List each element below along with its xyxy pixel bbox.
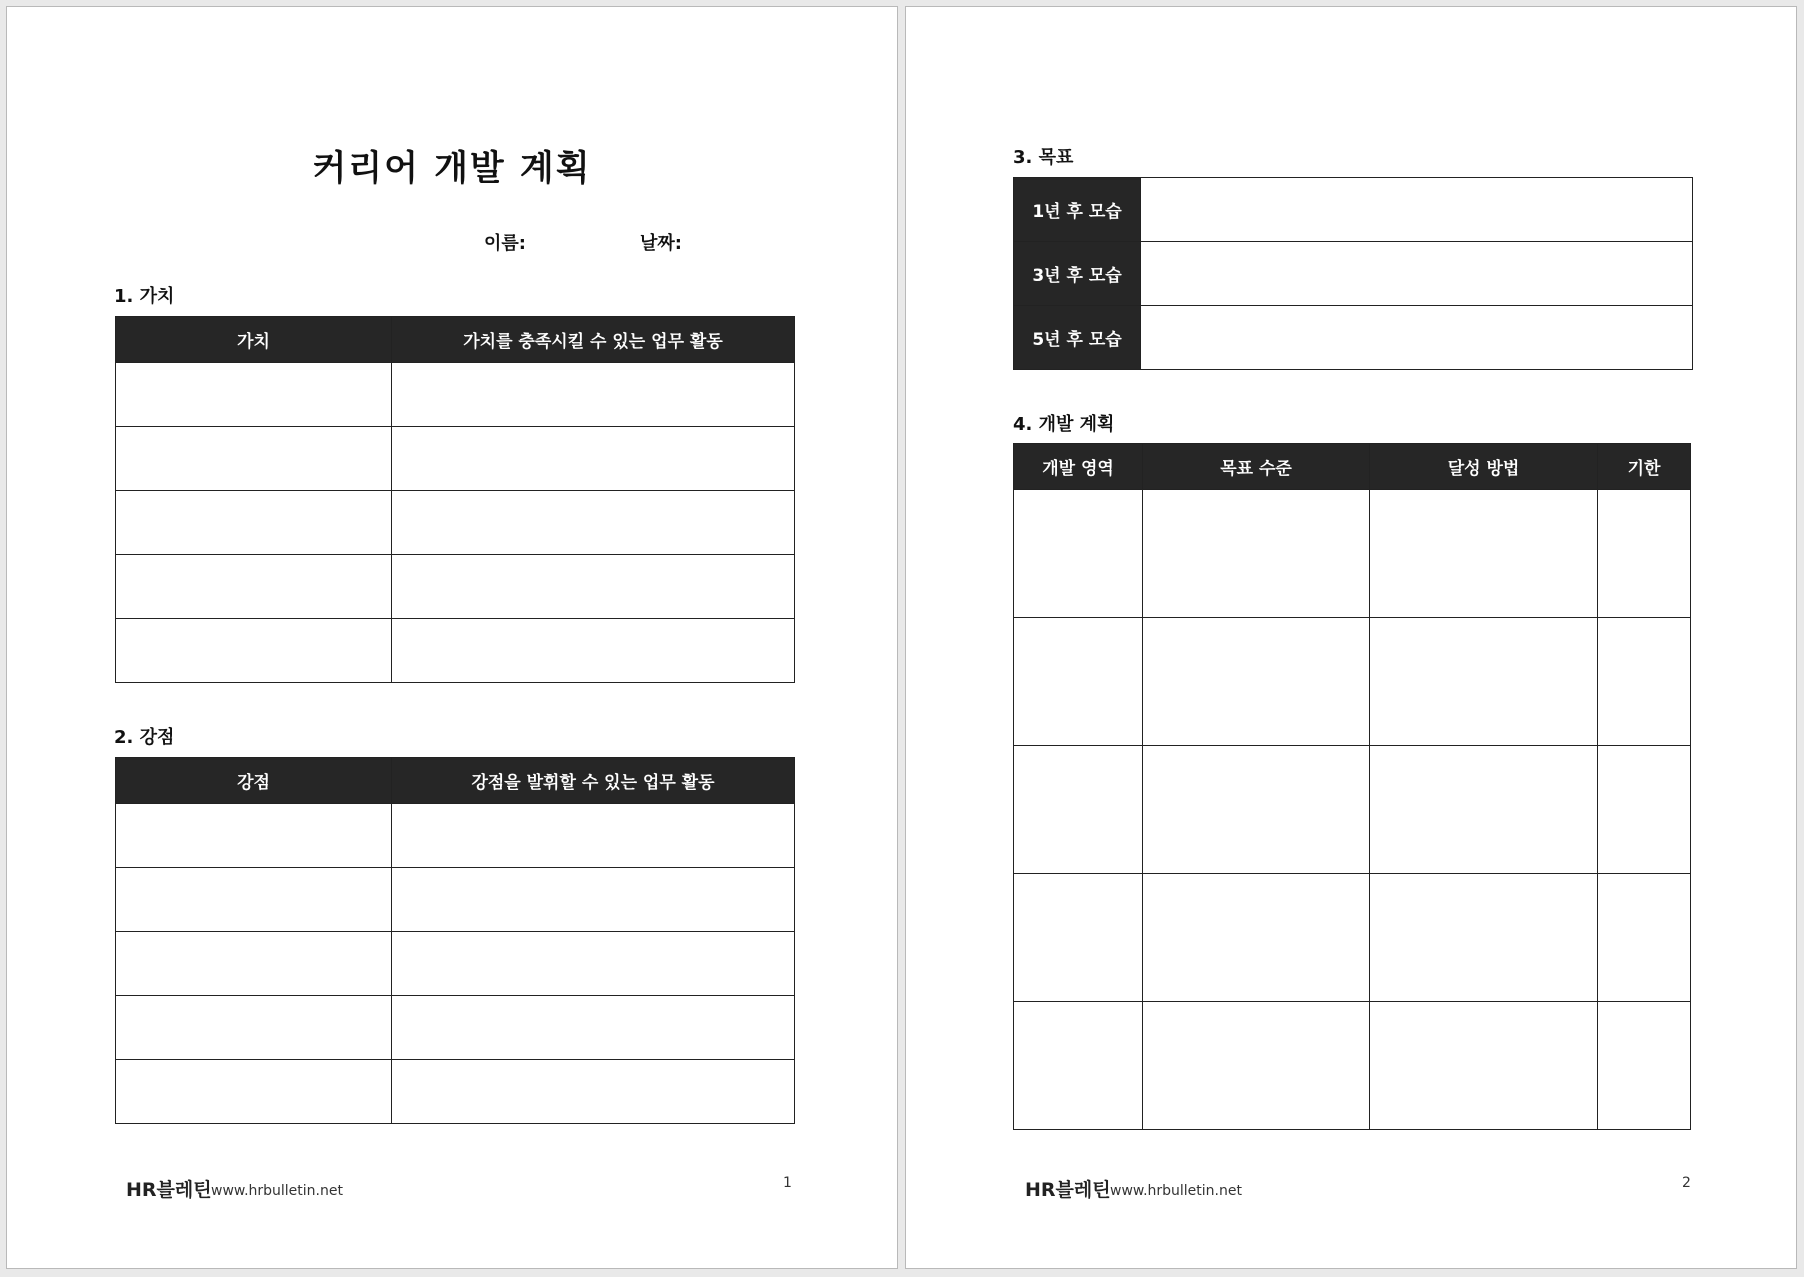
row-header-1-year: 1년 후 모습 xyxy=(1014,178,1141,242)
table-cell[interactable] xyxy=(1141,306,1693,370)
section-plan-title: 4. 개발 계획 xyxy=(1013,414,1115,435)
document-page-2 xyxy=(905,6,1797,1269)
table-cell[interactable] xyxy=(392,804,795,868)
table-cell[interactable] xyxy=(392,363,795,427)
table-cell[interactable] xyxy=(116,804,392,868)
table-cell[interactable] xyxy=(1370,618,1598,746)
table-cell[interactable] xyxy=(1014,874,1143,1002)
table-cell[interactable] xyxy=(1143,1002,1370,1130)
table-cell[interactable] xyxy=(1370,874,1598,1002)
table-row xyxy=(1014,1002,1691,1130)
table-cell[interactable] xyxy=(1598,618,1691,746)
table-row xyxy=(116,932,795,996)
column-header-method: 달성 방법 xyxy=(1370,444,1598,490)
values-table xyxy=(115,316,795,683)
table-cell[interactable] xyxy=(1370,490,1598,618)
table-row xyxy=(1014,178,1693,242)
document-page-1 xyxy=(6,6,898,1269)
column-header-value-activities: 가치를 충족시킬 수 있는 업무 활동 xyxy=(392,317,795,363)
goals-table xyxy=(1013,177,1693,370)
footer-url: www.hrbulletin.net xyxy=(211,1183,343,1199)
table-header-row xyxy=(116,317,795,363)
table-cell[interactable] xyxy=(1598,490,1691,618)
table-cell[interactable] xyxy=(116,363,392,427)
footer-url: www.hrbulletin.net xyxy=(1110,1183,1242,1199)
column-header-strength: 강점 xyxy=(116,758,392,804)
table-cell[interactable] xyxy=(1143,490,1370,618)
date-label: 날짜: xyxy=(640,233,682,254)
development-plan-table xyxy=(1013,443,1691,1130)
table-cell[interactable] xyxy=(392,932,795,996)
column-header-area: 개발 영역 xyxy=(1014,444,1143,490)
table-cell[interactable] xyxy=(116,427,392,491)
row-header-5-years: 5년 후 모습 xyxy=(1014,306,1141,370)
table-row xyxy=(116,363,795,427)
table-cell[interactable] xyxy=(1370,746,1598,874)
table-row xyxy=(116,1060,795,1124)
table-row xyxy=(1014,618,1691,746)
table-cell[interactable] xyxy=(1370,1002,1598,1130)
table-header-row xyxy=(116,758,795,804)
name-label: 이름: xyxy=(484,233,526,254)
table-cell[interactable] xyxy=(116,1060,392,1124)
table-row xyxy=(1014,242,1693,306)
row-header-3-years: 3년 후 모습 xyxy=(1014,242,1141,306)
table-cell[interactable] xyxy=(392,555,795,619)
section-goals-title: 3. 목표 xyxy=(1013,147,1074,168)
table-header-row xyxy=(1014,444,1691,490)
page-title: 커리어 개발 계획 xyxy=(312,149,592,189)
section-values-title: 1. 가치 xyxy=(114,286,175,307)
page-number: 2 xyxy=(1682,1175,1691,1191)
table-cell[interactable] xyxy=(1141,242,1693,306)
table-row xyxy=(1014,490,1691,618)
table-cell[interactable] xyxy=(392,996,795,1060)
table-cell[interactable] xyxy=(1598,1002,1691,1130)
table-row xyxy=(1014,306,1693,370)
table-cell[interactable] xyxy=(392,427,795,491)
table-row xyxy=(116,619,795,683)
table-cell[interactable] xyxy=(116,868,392,932)
strengths-table xyxy=(115,757,795,1124)
table-row xyxy=(116,996,795,1060)
table-cell[interactable] xyxy=(1014,490,1143,618)
page-number: 1 xyxy=(783,1175,792,1191)
table-row xyxy=(116,868,795,932)
table-cell[interactable] xyxy=(1014,618,1143,746)
table-cell[interactable] xyxy=(1598,746,1691,874)
table-row xyxy=(116,491,795,555)
table-row xyxy=(116,804,795,868)
table-cell[interactable] xyxy=(116,491,392,555)
table-cell[interactable] xyxy=(1141,178,1693,242)
table-cell[interactable] xyxy=(116,555,392,619)
table-cell[interactable] xyxy=(392,868,795,932)
section-strengths-title: 2. 강점 xyxy=(114,727,175,748)
table-cell[interactable] xyxy=(1014,746,1143,874)
table-row xyxy=(1014,874,1691,1002)
table-cell[interactable] xyxy=(392,1060,795,1124)
table-cell[interactable] xyxy=(116,996,392,1060)
table-row xyxy=(116,555,795,619)
brand-logo: HR블레틴 xyxy=(1025,1179,1111,1201)
table-cell[interactable] xyxy=(1143,874,1370,1002)
column-header-strength-activities: 강점을 발휘할 수 있는 업무 활동 xyxy=(392,758,795,804)
table-cell[interactable] xyxy=(1598,874,1691,1002)
column-header-target-level: 목표 수준 xyxy=(1143,444,1370,490)
table-cell[interactable] xyxy=(1143,618,1370,746)
table-cell[interactable] xyxy=(116,932,392,996)
table-row xyxy=(1014,746,1691,874)
column-header-value: 가치 xyxy=(116,317,392,363)
table-cell[interactable] xyxy=(392,491,795,555)
table-cell[interactable] xyxy=(392,619,795,683)
column-header-deadline: 기한 xyxy=(1598,444,1691,490)
brand-logo: HR블레틴 xyxy=(126,1179,212,1201)
table-row xyxy=(116,427,795,491)
table-cell[interactable] xyxy=(116,619,392,683)
table-cell[interactable] xyxy=(1143,746,1370,874)
table-cell[interactable] xyxy=(1014,1002,1143,1130)
